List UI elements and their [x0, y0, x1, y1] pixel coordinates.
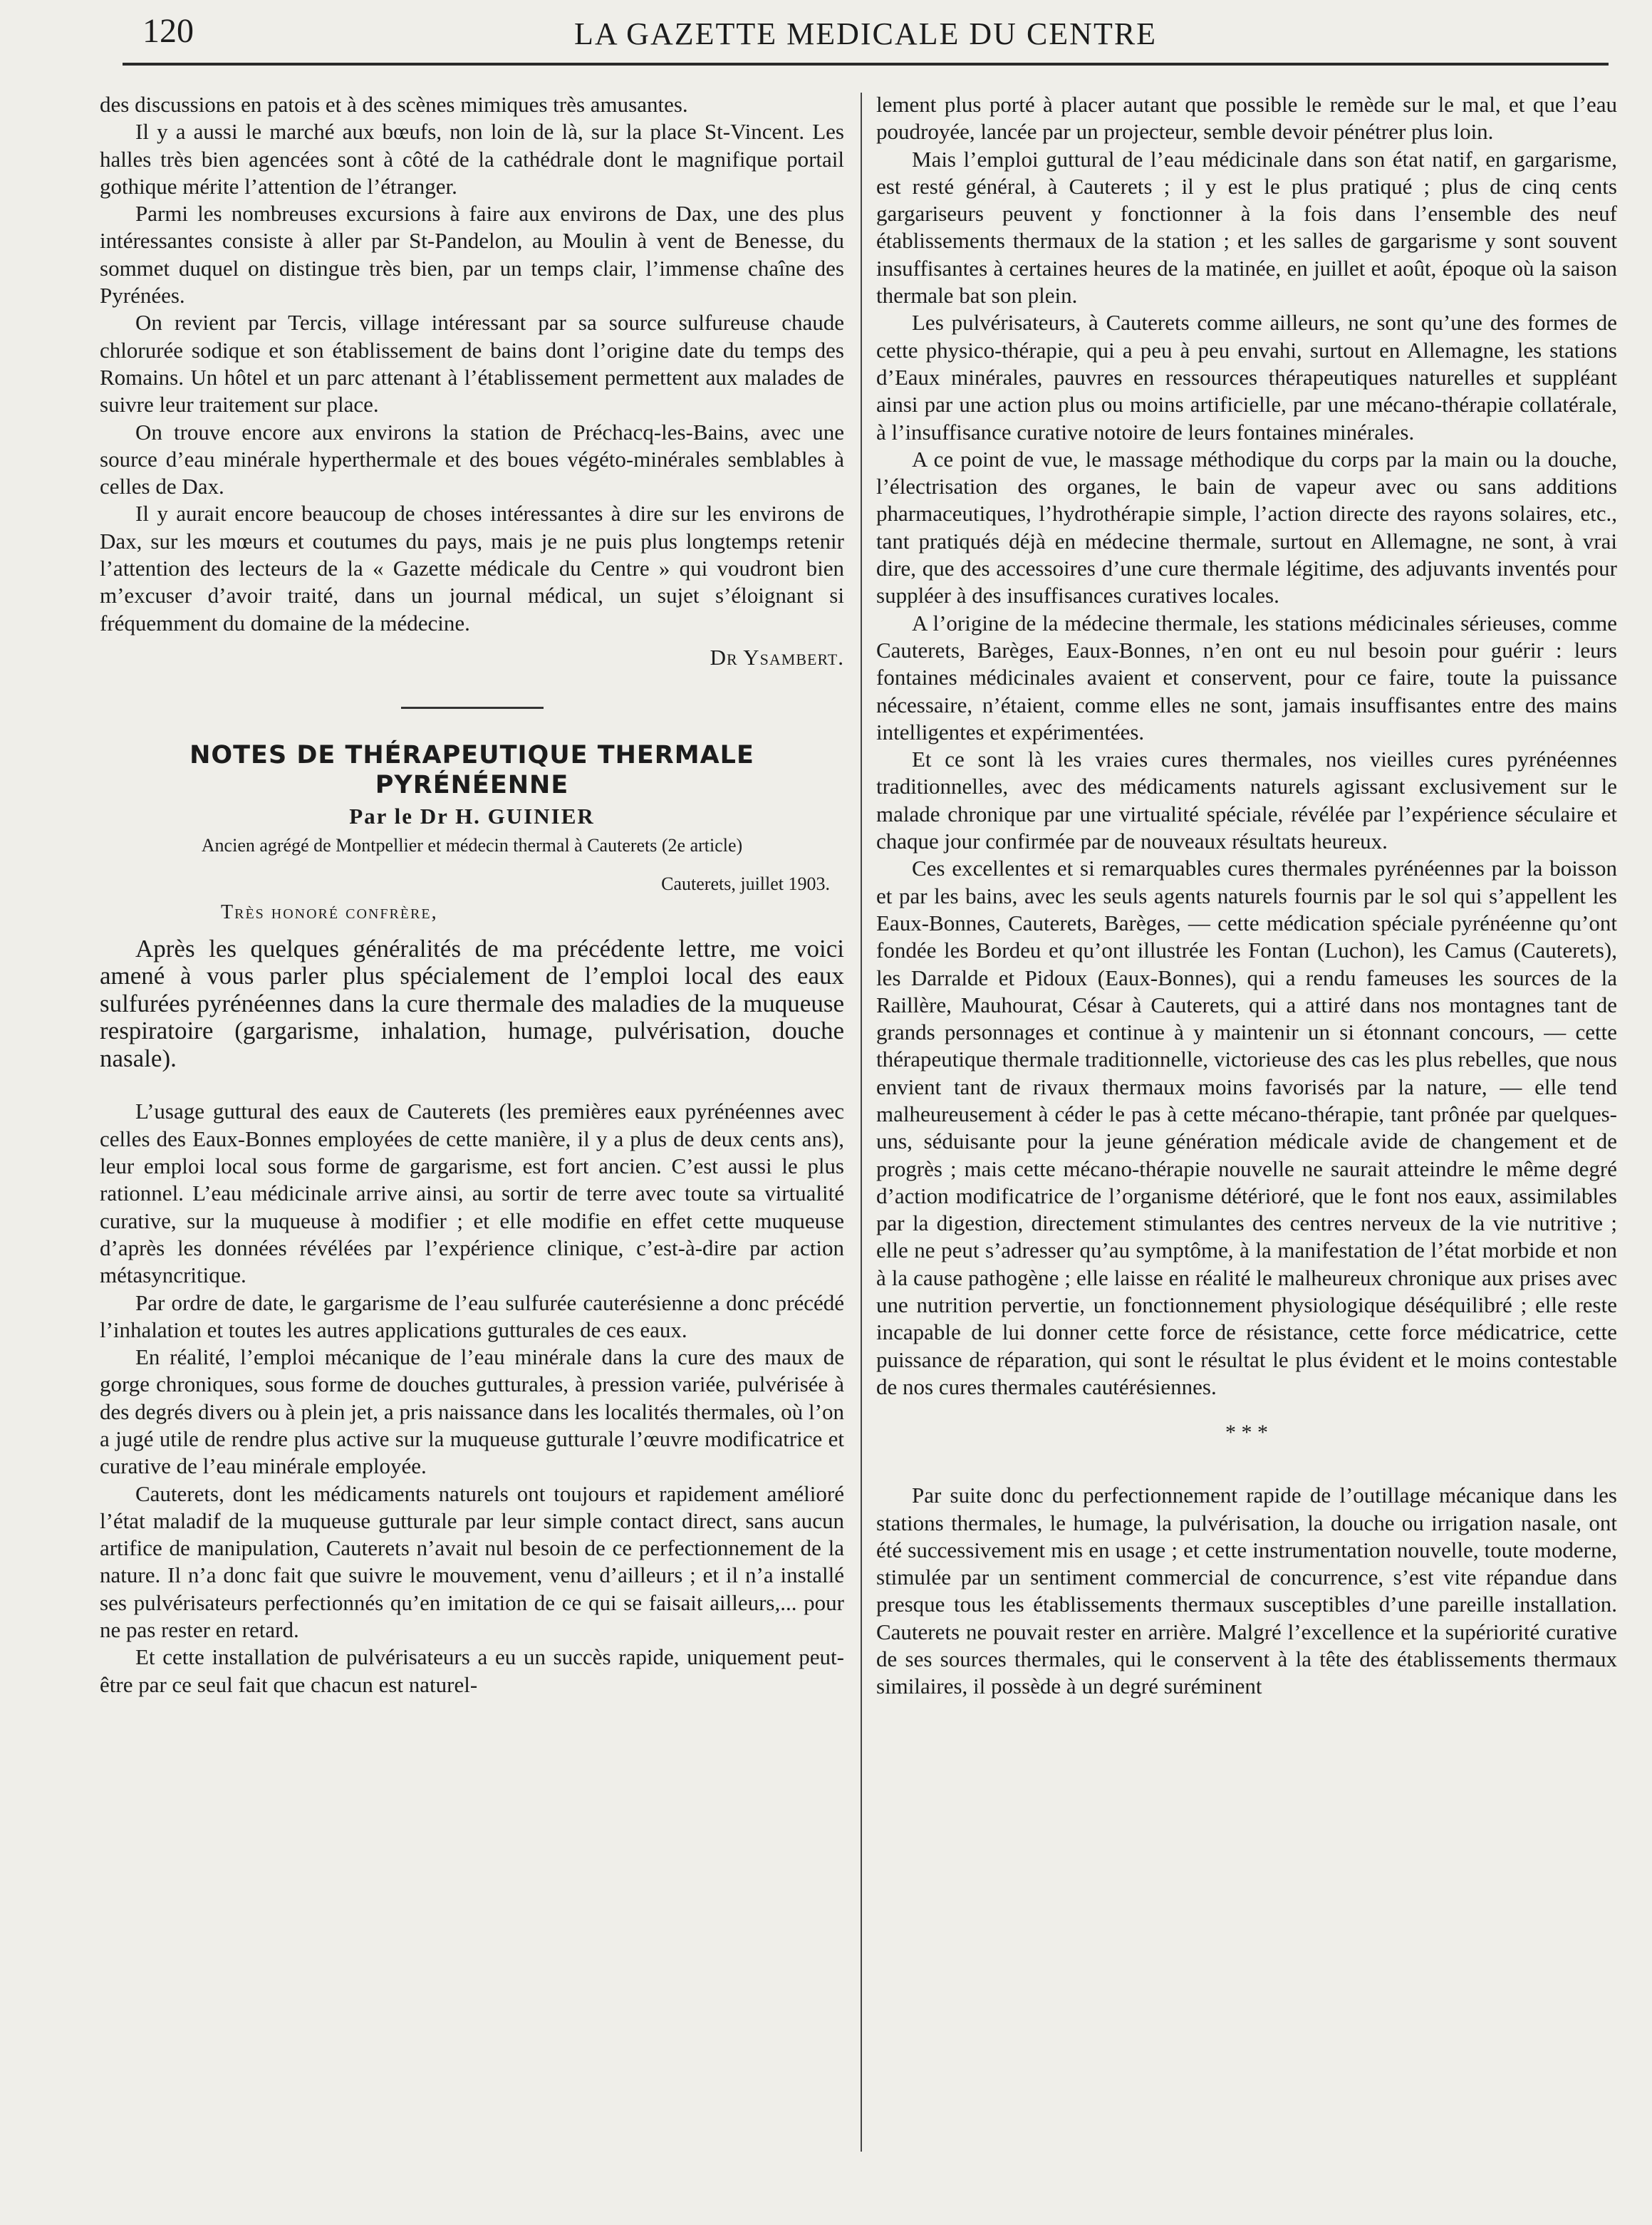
author-affiliation: Ancien agrégé de Montpellier et médecin thermal à Cauterets (2e article) — [201, 834, 743, 856]
salutation: Très honoré confrère, — [221, 901, 438, 923]
paragraph: Par ordre de date, le gargarisme de l’eau sulfurée cauterésienne a donc précédé l’inhalation et toutes les autres applications gutturales de ces eaux. — [100, 1290, 844, 1342]
paragraph: Les pulvérisateurs, à Cauterets comme ailleurs, ne sont qu’une des formes de cette physico-thérapie, qui a peu à peu envahi, surtout en Allemagne, les stations d’Eaux minérales, pauvres en ressources thérapeutiques naturelles et suppléant ainsi par une action plus ou moins artificielle, par une mécano-thérapie collatérale, à l’insuffisance curative notoire de leurs fontaines minérales. — [876, 310, 1617, 445]
journal-title: LA GAZETTE MEDICALE DU CENTRE — [573, 16, 1158, 51]
section-asterism: * * * — [1225, 1421, 1268, 1445]
paragraph: lement plus porté à placer autant que possible le remède sur le mal, et que l’eau poudroyée, lancée par un projecteur, semble devoir pénétrer plus loin. — [876, 92, 1617, 145]
paragraph: Il y a aussi le marché aux bœufs, non loin de là, sur la place St-Vincent. Les halles très bien agencées sont à côté de la cathédrale dont le magnifique portail gothique mérite l’attention de l’étranger. — [100, 119, 844, 199]
dateline: Cauterets, juillet 1903. — [661, 873, 830, 894]
intro-paragraph: Après les quelques généralités de ma précédente lettre, me voici amené à vous parler plus spécialement de l’emploi local des eaux sulfurées pyrénéennes dans la cure thermale des maladies de la muqueuse respiratoire (gargarisme, inhalation, humage, pulvérisation, douche nasale). — [100, 934, 844, 1072]
page-number: 120 — [142, 12, 194, 50]
article-byline: Par le Dr H. GUINIER — [349, 803, 595, 829]
paragraph: des discussions en patois et à des scènes mimiques très amusantes. — [100, 92, 688, 117]
column-divider — [861, 93, 862, 2152]
paragraph: Par suite donc du perfectionnement rapide de l’outillage mécanique dans les stations thermales, le humage, la pulvérisation, la douche ou irrigation nasale, ont été successivement mis en usage ; et cette instrumentation nouvelle, toute moderne, stimulée par un sentiment commercial de concurrence, s’est vite répandue dans presque tous les établissements thermaux susceptibles d’une pareille installation. Cauterets ne pouvait rester en arrière. Malgré l’excellence et la supériorité curative de ses sources thermales, qui le conservent à la tête des établissements thermaux similaires, il possède à un degré suréminent — [876, 1483, 1617, 1699]
paragraph: A ce point de vue, le massage méthodique du corps par la main ou la douche, l’électrisation des organes, le bain de vapeur avec ou sans additions pharmaceutiques, l’hydrothérapie simple, l’action directe des rayons solaires, etc., tant pratiqués déjà en médecine thermale, surtout en Allemagne, ne sont, à vrai dire, que des accessoires d’une cure thermale légitime, des adjuvants inventés pour suppléer à des insuffisances curatives locales. — [876, 446, 1617, 608]
paragraph: Cauterets, dont les médicaments naturels ont toujours et rapidement amélioré l’état maladif de la muqueuse gutturale par leur simple contact direct, sans aucun artifice de manipulation, Cauterets n’avait nul besoin de ce perfectionnement de la nature. Il n’a donc fait que suivre le mouvement, venu d’ailleurs ; et il n’a installé ses pulvérisateurs perfectionnés qu’en imitation de ce qui se faisait ailleurs,... pour ne pas rester en retard. — [100, 1480, 844, 1643]
page-header — [107, 10, 1624, 60]
paragraph: Mais l’emploi guttural de l’eau médicinale dans son état natif, en gargarisme, est resté général, à Cauterets ; il y est le plus pratiqué ; plus de cinq cents gargariseurs peuvent y fonctionner à la fois dans l’ensemble des neuf établissements thermaux de la station ; et les salles de gargarisme y sont souvent insuffisantes à certaines heures de la matinée, en juillet et août, époque où la saison thermale bat son plein. — [876, 146, 1617, 308]
paragraph: Il y aurait encore beaucoup de choses intéressantes à dire sur les environs de Dax, sur les mœurs et coutumes du pays, mais je ne puis plus longtemps retenir l’attention des lecteurs de la « Gazette médicale du Centre » qui voudront bien m’excuser d’avoir traité, dans un journal médical, un sujet s’éloignant si fréquemment du domaine de la médecine. — [100, 501, 844, 636]
paragraph: Ces excellentes et si remarquables cures thermales pyrénéennes par la boisson et par les bains, avec les seuls agents naturels fournis par le sol qui s’appellent les Eaux-Bonnes, Cauterets, Barèges, — cette médication spéciale pyrénéenne qu’ont fondée les Bordeu et qu’ont illustrée les Fontan (Luchon), les Camus (Cauterets), les Darralde et Pidoux (Eaux-Bonnes), qui a rendu fameuses les sources de la Raillère, Mauhourat, César à Cauterets, qui a attiré dans nos montagnes tant de grands personnages et continue à y maintenir un si étonnant concours, — cette thérapeutique thermale traditionnelle, victorieuse des cas les plus rebelles, que nous envient tant de rivaux thermaux moins favorisés par la nature, — elle tend malheureusement à céder le pas à cette mécano-thérapie, tant prônée par quelques-uns, séduisante pour la jeune génération médicale avide de changement et de progrès ; mais cette mécano-thérapie nouvelle ne saurait atteindre le même degré d’action modificatrice de l’organisme détérioré, que le font nos eaux, assimilables par la digestion, directement stimulantes des centres nerveux de la vie nutritive ; elle ne peut s’adresser qu’au symptôme, à la manifestation de l’état morbide et non à la cause pathogène ; elle laisse en réalité le malheureux chronique aux prises avec une nutrition pervertie, un fonctionnement physiologique déséquilibré ; elle reste incapable de lui donner cette force de résistance, cette force médicatrice, cette puissance de réparation, qui sont le résultat le plus évident et le moins contestable de nos cures thermales cautérésiennes. — [876, 856, 1617, 1399]
article-title-line-2: PYRÉNÉENNE — [375, 770, 569, 799]
paragraph: Et cette installation de pulvérisateurs a eu un succès rapide, uniquement peut-être par ce seul fait que chacun est naturel- — [100, 1644, 844, 1697]
paragraph: Et ce sont là les vraies cures thermales, nos vieilles cures pyrénéennes traditionnelles, avec des médicaments naturels agissant exclusivement sur le malade chronique par une virtualité spéciale, révélée par l’expérience séculaire et chaque jour confirmée par de nouveaux résultats heureux. — [876, 747, 1617, 854]
paragraph: On trouve encore aux environs la station de Préchacq-les-Bains, avec une source d’eau minérale hyperthermale et des boues végéto-minérales semblables à celles de Dax. — [100, 419, 844, 499]
article-title-line-1: NOTES DE THÉRAPEUTIQUE THERMALE — [189, 740, 754, 769]
paragraph: Parmi les nombreuses excursions à faire aux environs de Dax, une des plus intéressantes consiste à aller par St-Pandelon, au Moulin à vent de Benesse, du sommet duquel on distingue très bien, par un temps clair, l’immense chaîne des Pyrénées. — [100, 201, 844, 308]
section-divider — [401, 707, 544, 709]
header-rule — [123, 63, 1609, 66]
paragraph: En réalité, l’emploi mécanique de l’eau minérale dans la cure des maux de gorge chroniques, sous forme de douches gutturales, à pression variée, pulvérisée à des degrés divers ou à plein jet, a pris naissance dans les localités thermales, où l’on a jugé utile de rendre plus active sur la muqueuse gutturale l’œuvre modificatrice et curative de l’eau minérale employée. — [100, 1344, 844, 1479]
paragraph: On revient par Tercis, village intéressant par sa source sulfureuse chaude chlorurée sodique et son établissement de bains dont l’origine date du temps des Romains. Un hôtel et un parc attenant à l’établissement permettent aux malades de suivre leur traitement sur place. — [100, 310, 844, 417]
paragraph: A l’origine de la médecine thermale, les stations médicinales sérieuses, comme Cauterets, Barèges, Eaux-Bonnes, n’en ont eu nul besoin pour guérir : leurs fontaines médicinales avaient et conservent, pour ce faire, toute la puissance nécessaire, n’étaient, comme elles ne sont, jamais insuffisantes entre des mains intelligentes et expérimentées. — [876, 610, 1617, 745]
right-column — [876, 91, 1617, 2200]
paragraph: L’usage guttural des eaux de Cauterets (les premières eaux pyrénéennes avec celles des Eaux-Bonnes employées de cette manière, il y a plus de deux cents ans), leur emploi local sous forme de gargarisme, est fort ancien. C’est aussi le plus rationnel. L’eau médicinale arrive ainsi, au sortir de terre avec toute sa virtualité curative, sur la muqueuse à modifier ; et elle modifie en effet cette muqueuse d’après les données révélées par l’expérience clinique, c’est-à-dire par action métasyncritique. — [100, 1099, 844, 1288]
author-signature: Dr Ysambert. — [710, 644, 844, 670]
left-column — [100, 91, 844, 2200]
